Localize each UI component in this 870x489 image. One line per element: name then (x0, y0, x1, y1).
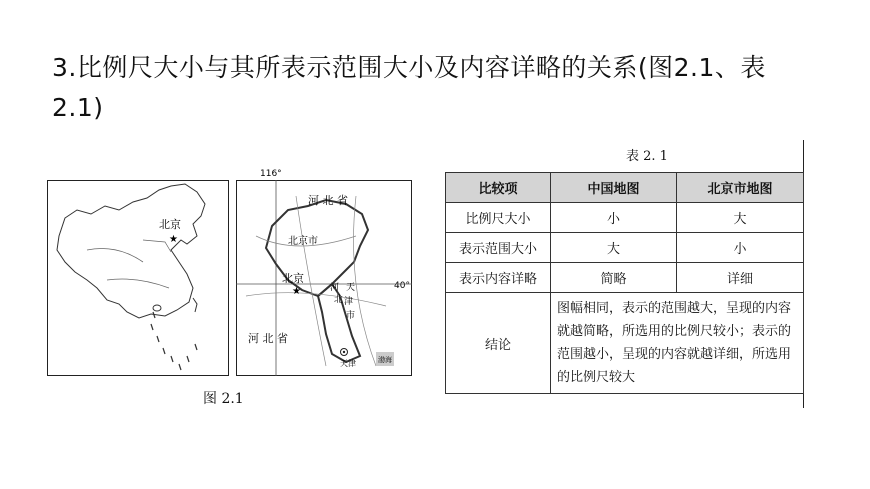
label-tianjin-char-1: 河 (330, 283, 340, 293)
table-cell: 表示内容详略 (446, 263, 551, 293)
china-map-label-beijing: 北京 (159, 218, 181, 231)
table-cell: 详细 (677, 263, 804, 293)
conclusion-text: 图幅相同，表示的范围越大，呈现的内容就越简略，所选用的比例尺较小；表示的范围越小，呈现的内容就越详细，所选用的比例尺较大 (551, 293, 804, 394)
label-tianjin-char-2: 北 (334, 295, 344, 305)
beijing-star-icon: ★ (169, 234, 178, 245)
label-hebei-bottom: 河 北 省 (248, 332, 288, 345)
comparison-table (445, 172, 804, 394)
header-cell: 北京市地图 (677, 173, 804, 203)
table-row (446, 233, 804, 263)
label-beijing: 北京 (282, 272, 304, 285)
beijing-region-map (236, 166, 412, 376)
table-caption: 表 2. 1 (626, 149, 668, 164)
table-cell: 大 (551, 233, 677, 263)
conclusion-row (446, 293, 804, 394)
latitude-label: 40° (394, 281, 410, 291)
label-hebei-top: 河 北 省 (308, 194, 348, 207)
table-cell: 比例尺大小 (446, 203, 551, 233)
header-cell: 中国地图 (551, 173, 677, 203)
table-cell: 小 (677, 233, 804, 263)
longitude-label: 116° (260, 169, 282, 179)
table-cell: 表示范围大小 (446, 233, 551, 263)
figure-caption: 图 2.1 (203, 391, 244, 407)
china-outline-map (47, 180, 229, 376)
section-heading: 3.比例尺大小与其所表示范围大小及内容详略的关系(图2.1、表2.1) (52, 53, 766, 122)
conclusion-label: 结论 (446, 293, 551, 394)
label-tianjin-char-4: 津 (344, 297, 354, 307)
table-cell: 大 (677, 203, 804, 233)
table-header-row (446, 173, 804, 203)
table-cell: 小 (551, 203, 677, 233)
table-row (446, 203, 804, 233)
label-tianjin: 天津 (340, 359, 356, 368)
label-beijing-city: 北京市 (288, 236, 318, 247)
table-cell: 简略 (551, 263, 677, 293)
header-cell: 比较项 (446, 173, 551, 203)
beijing-capital-star-icon: ★ (292, 286, 301, 297)
label-tianjin-char-5: 市 (346, 311, 356, 321)
label-tianjin-char-3: 天 (346, 283, 356, 293)
label-sea: 渤海 (378, 356, 392, 364)
table-row (446, 263, 804, 293)
